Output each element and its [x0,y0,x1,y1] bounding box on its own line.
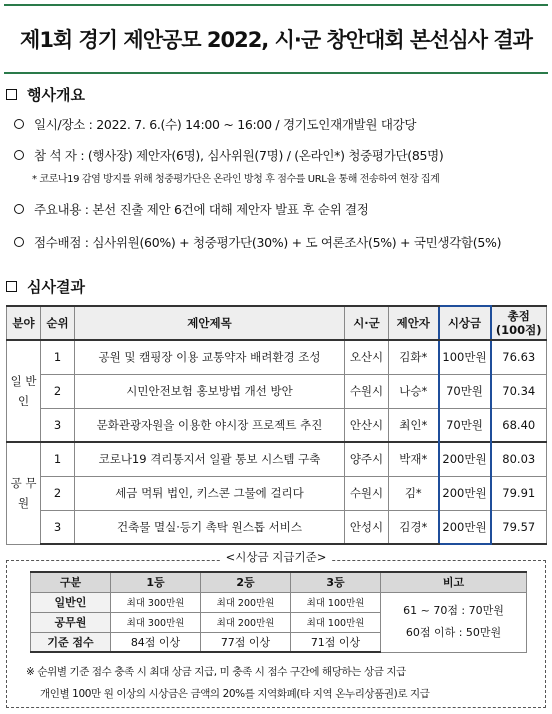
prize-standard-title: <시상금 지급기준> [0,549,552,565]
section-title: 행사개요 [27,86,85,104]
table-row: 기준 점수 84점 이상 77점 이상 71점 이상 [31,632,527,652]
table-row: 3 건축물 멸실·등기 촉탁 원스톱 서비스 안성시 김경* 200만원 79.57 [7,510,547,544]
square-icon [6,281,17,292]
table-row: 3 문화관광자원을 이용한 야시장 프로젝트 추진 안산시 최인* 70만원 68.40 [7,408,547,442]
overview-item-attendees: 참 석 자 : (행사장) 제안자(6명), 심사위원(7명) / (온라인*) 청중평가단(85명) [14,146,444,164]
standard-header-row: 구분 1등 2등 3등 비고 [31,572,527,592]
remark-cell: 61 ~ 70점 : 70만원 60점 이하 : 50만원 [381,592,527,652]
table-row: 공무원 최대 300만원 최대 200만원 최대 100만원 [31,612,527,632]
section-results-heading [6,276,85,297]
circle-bullet-icon [14,119,24,129]
category-cell: 일 반 인 [7,340,41,442]
prize-standard-table [30,571,527,653]
results-header-row: 분야 순위 제안제목 시·군 제안자 시상금 총점 (100점) [7,306,547,340]
results-table [6,305,547,545]
section-title: 심사결과 [27,278,85,296]
circle-bullet-icon [14,204,24,214]
table-row: 공 무 원 1 코로나19 격리통지서 일괄 통보 시스템 구축 양주시 박재* 200만원 80.03 [7,442,547,476]
overview-item-datetime: 일시/장소 : 2022. 7. 6.(수) 14:00 ~ 16:00 / 경기도인재개발원 대강당 [14,115,416,133]
table-row: 일반인 최대 300만원 최대 200만원 최대 100만원 61 ~ 70점 : 70만원 60점 이하 : 50만원 [31,592,527,612]
circle-bullet-icon [14,150,24,160]
category-cell: 공 무 원 [7,442,41,544]
square-icon [6,89,17,100]
overview-item-scoring: 점수배점 : 심사위원(60%) + 청중평가단(30%) + 도 여론조사(5%) + 국민생각함(5%) [14,233,501,251]
section-overview-heading [6,84,85,105]
circle-bullet-icon [14,237,24,247]
page-title: 제1회 경기 제안공모 2022, 시·군 창안대회 본선심사 결과 [20,28,532,52]
table-row: 2 세금 먹튀 법인, 키스콘 그물에 걸리다 수원시 김* 200만원 79.91 [7,476,547,510]
standard-note-1: ※ 순위별 기준 점수 충족 시 최대 상금 지급, 미 충족 시 점수 구간에 해당하는 상금 지급 [26,666,406,678]
title-banner [4,4,548,74]
table-row: 2 시민안전보험 홍보방법 개선 방안 수원시 나승* 70만원 70.34 [7,374,547,408]
standard-note-2: 개인별 100만 원 이상의 시상금은 금액의 20%를 지역화폐(타 지역 온누리상품권)로 지급 [40,688,430,700]
table-row: 일 반 인 1 공원 및 캠핑장 이용 교통약자 배려환경 조성 오산시 김화* 100만원 76.63 [7,340,547,374]
overview-note: * 코로나19 감염 방지를 위해 청중평가단은 온라인 방청 후 점수를 URL을 통해 전송하여 현장 집계 [32,174,440,185]
overview-item-content: 주요내용 : 본선 진출 제안 6건에 대해 제안자 발표 후 순위 결정 [14,200,369,218]
